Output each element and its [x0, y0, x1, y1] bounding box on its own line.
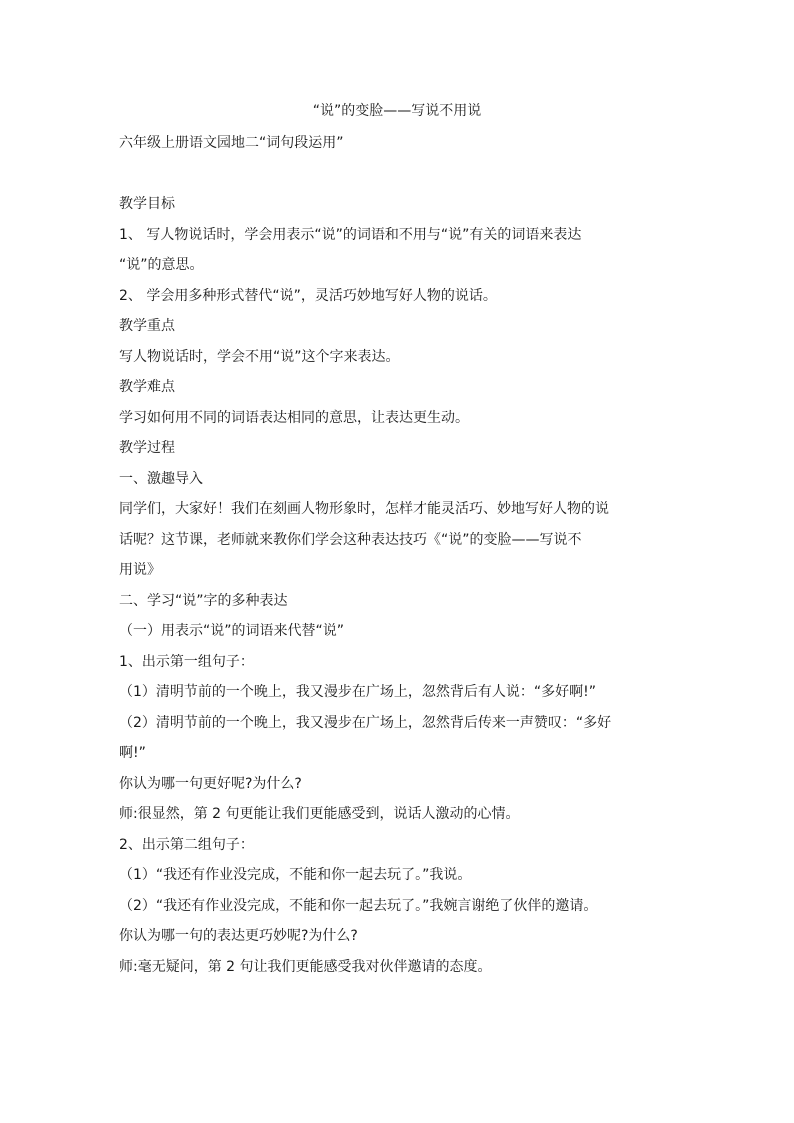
goal-1-line-2: “说”的意思。 [119, 257, 204, 273]
step-1-heading: 一、激趣导入 [119, 470, 203, 487]
key-point-text: 写人物说话时，学会不用“说”这个字来表达。 [119, 348, 400, 365]
group-1-answer: 师:很显然，第 2 句更能让我们更能感受到，说话人激动的心情。 [119, 806, 520, 822]
document-subtitle: 六年级上册语文园地二“词句段运用” [119, 135, 344, 151]
section-heading-goals: 教学目标 [119, 196, 175, 212]
group-2-sentence-1: （1）“我还有作业没完成，不能和你一起去玩了。”我说。 [119, 867, 472, 883]
document-title: “说”的变脸——写说不用说 [312, 103, 482, 119]
group-2-sentence-2: （2）“我还有作业没完成，不能和你一起去玩了。”我婉言谢绝了伙伴的邀请。 [119, 897, 598, 914]
subsection-1-heading: （一）用表示“说”的词语来代替“说” [119, 623, 345, 639]
group-1-sentence-1: （1）清明节前的一个晚上，我又漫步在广场上，忽然背后有人说：“多好啊!” [119, 684, 597, 700]
intro-paragraph-line-1: 同学们，大家好！我们在刻画人物形象时，怎样才能灵活巧、妙地写好人物的说 [119, 501, 609, 517]
blank-line [119, 159, 679, 190]
step-2-heading: 二、学习“说”字的多种表达 [119, 592, 288, 609]
section-heading-process: 教学过程 [119, 440, 175, 456]
section-heading-difficulty: 教学难点 [119, 379, 175, 395]
group-1-heading: 1、出示第一组句子： [119, 653, 254, 670]
intro-paragraph-line-2: 话呢？这节课，老师就来教你们学会这种表达技巧《“说”的变脸——写说不 [119, 531, 582, 548]
group-1-sentence-2-line-2: 啊!” [119, 745, 146, 761]
group-2-question: 你认为哪一句的表达更巧妙呢?为什么? [119, 928, 358, 944]
section-heading-key-point: 教学重点 [119, 318, 175, 334]
group-2-answer: 师:毫无疑问，第 2 句让我们更能感受我对伙伴邀请的态度。 [119, 958, 492, 975]
document-body [119, 128, 679, 982]
difficulty-text: 学习如何用不同的词语表达相同的意思，让表达更生动。 [119, 409, 469, 426]
group-2-heading: 2、出示第二组句子： [119, 836, 254, 853]
group-1-sentence-2-line-1: （2）清明节前的一个晚上，我又漫步在广场上，忽然背后传来一声赞叹：“多好 [119, 714, 612, 731]
goal-2: 2、 学会用多种形式替代“说”，灵活巧妙地写好人物的说话。 [119, 287, 497, 304]
group-1-question: 你认为哪一句更好呢?为什么? [119, 775, 302, 792]
intro-paragraph-line-3: 用说》 [119, 562, 161, 578]
goal-1-line-1: 1、 写人物说话时，学会用表示“说”的词语和不用与“说”有关的词语来表达 [119, 226, 582, 243]
